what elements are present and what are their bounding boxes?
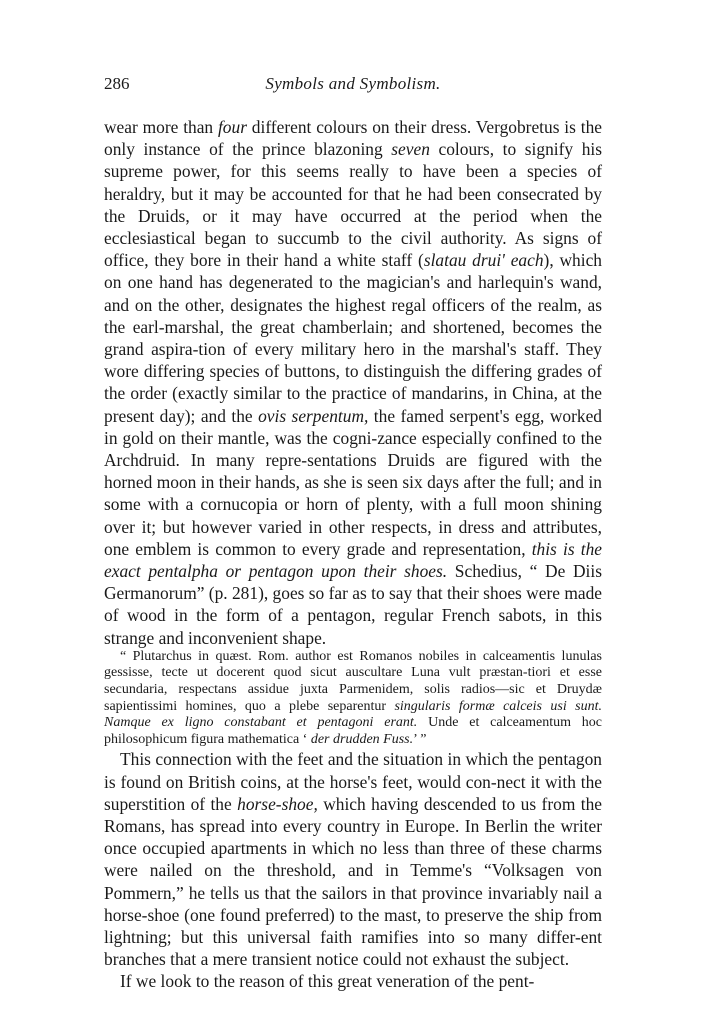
- body-text: [104, 116, 602, 993]
- paragraph-horse-shoe: [104, 748, 602, 970]
- text-span: the famed serpent's egg, worked in gold on their mantle, was the cogni-zance especially confined to the Archdruid. In many repre-sentations Druids are figured with the horned moon in their hands, as she is seen six days after the full; and in some with a cornucopia or horn of plenty, with a full moon shining over it; but however varied in other respects, in dress and attributes, one emblem is common to every grade and representation,: [104, 405, 603, 559]
- paragraph-druid-dress: [104, 116, 602, 649]
- italic-span: four: [217, 117, 247, 137]
- italic-span: this is the exact pentalpha or pentagon upon their shoes.: [104, 538, 602, 582]
- text-span: Unde et calceamentum hoc philosophicum figura mathematica ‘: [104, 715, 602, 747]
- italic-span: ovis serpentum,: [258, 405, 369, 426]
- italic-span: slatau drui' each: [423, 250, 544, 271]
- italic-span: singularis formæ calceis usi sunt. Namque ex ligno constabant et pentagoni erant.: [104, 698, 602, 731]
- text-span: ), which on one hand has degenerated to the magician's and harlequin's wand, and on the other, designates the highest regal officers of the realm, as the earl-marshal, the great chamberlain; and shortened, becomes the grand aspira-tion of every military hero in the marshal's staff. They wore differing species of buttons, to distinguish the differing grades of the order (exactly similar to the practice of mandarins, in China, at the present day); and the: [104, 250, 602, 426]
- text-span: If we look to the reason of this great veneration of the pent-: [120, 971, 535, 992]
- text-span: which having descended to us from the Romans, has spread into every country in Europe. In Berlin the writer once occupied apartments in which no less than three of these charms were nailed on the threshold, and in Temme's “Volksagen von Pommern,” he tells us that the sailors in that province invariably nail a horse-shoe (one found preferred) to the mast, to preserve the ship from lightning; but this universal faith ramifies into so many differ-ent branches that a mere transient notice could not exhaust the subject.: [104, 793, 603, 970]
- latin-quotation: [104, 649, 602, 749]
- text-span: colours, to signify his supreme power, for this seems really to have been a species of heraldry, but it may be accounted for that he had been consecrated by the Druids, or it may have occurred at the period when the ecclesiastical began to succumb to the civil authority. As signs of office, they bore in their hand a white staff (: [104, 139, 602, 271]
- page-header: [104, 74, 602, 102]
- book-page: [104, 74, 602, 993]
- text-span: wear more than: [104, 117, 218, 137]
- italic-span: horse-shoe,: [237, 793, 318, 814]
- italic-span: der drudden Fuss.: [310, 731, 414, 747]
- text-span: “ Plutarchus in quæst. Rom. author est Romanos nobiles in calceamentis lunulas gessisse, tecte ut docerent quod sicut auscultare Luna vult præstan-tiori et esse secundaria, respectans assidue juxta Parmenidem, solis radios—sic et Druydæ sapientissimi homines, quo a plebe separentur: [104, 648, 602, 714]
- text-span: different colours on their dress. Vergobretus is the only instance of the prince blazoning: [104, 117, 602, 160]
- text-span: Schedius, “ De Diis Germanorum” (p. 281), goes so far as to say that their shoes were made of wood in the form of a pentagon, regular French sabots, in this strange and inconvenient shape.: [104, 561, 602, 648]
- italic-span: seven: [391, 139, 430, 160]
- running-title: Symbols and Symbolism.: [265, 74, 441, 93]
- text-span: ’ ”: [413, 731, 427, 747]
- paragraph-veneration: [104, 970, 602, 992]
- text-span: This connection with the feet and the situation in which the pentagon is found on British coins, at the horse's feet, would con-nect it with the superstition of the: [104, 749, 602, 814]
- page-number: 286: [104, 74, 130, 93]
